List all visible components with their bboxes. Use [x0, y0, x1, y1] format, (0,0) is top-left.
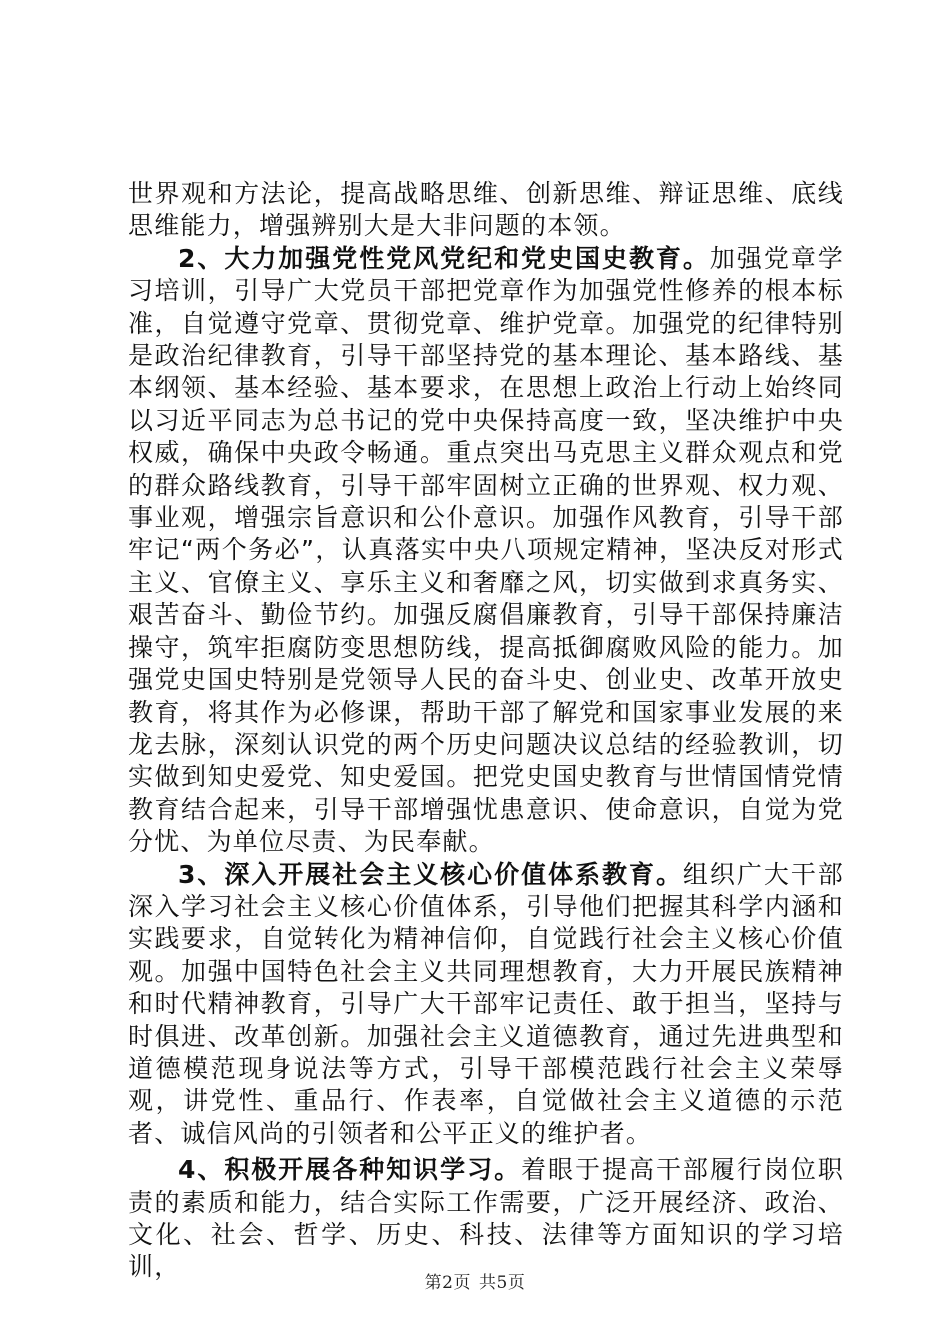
paragraph-3-heading: 3、深入开展社会主义核心价值体系教育。 — [178, 859, 683, 889]
paragraph-4 — [128, 1154, 844, 1284]
paragraph-1-body: 世界观和方法论，提高战略思维、创新思维、辩证思维、底线思维能力，增强辨别大是大非问题的本领。 — [128, 179, 844, 241]
paragraph-1 — [128, 178, 844, 243]
paragraph-2-body: 加强党章学习培训，引导广大党员干部把党章作为加强党性修养的根本标准，自觉遵守党章、贯彻党章、维护党章。加强党的纪律特别是政治纪律教育，引导干部坚持党的基本理论、基本路线、基本纲领、基本经验、基本要求，在思想上政治上行动上始终同以习近平同志为总书记的党中央保持高度一致，坚决维护中央权威，确保中央政令畅通。重点突出马克思主义群众观点和党的群众路线教育，引导干部牢固树立正确的世界观、权力观、事业观，增强宗旨意识和公仆意识。加强作风教育，引导干部牢记“两个务必”，认真落实中央八项规定精神，坚决反对形式主义、官僚主义、享乐主义和奢靡之风，切实做到求真务实、艰苦奋斗、勤俭节约。加强反腐倡廉教育，引导干部保持廉洁操守，筑牢拒腐防变思想防线，提高抵御腐败风险的能力。加强党史国史特别是党领导人民的奋斗史、创业史、改革开放史教育，将其作为必修课，帮助干部了解党和国家事业发展的来龙去脉，深刻认识党的两个历史问题决议总结的经验教训，切实做到知史爱党、知史爱国。把党史国史教育与世情国情党情教育结合起来，引导干部增强忧患意识、使命意识，自觉为党分忧、为单位尽责、为民奉献。 — [128, 243, 844, 857]
page-footer — [0, 1268, 950, 1293]
paragraph-3 — [128, 859, 844, 1151]
paragraph-4-heading: 4、积极开展各种知识学习。 — [178, 1155, 522, 1185]
page-number: 第2页 — [424, 1273, 471, 1293]
paragraph-3-body: 组织广大干部深入学习社会主义核心价值体系，引导他们把握其科学内涵和实践要求，自觉转化为精神信仰，自觉践行社会主义核心价值观。加强中国特色社会主义共同理想教育，大力开展民族精神和时代精神教育，引导广大干部牢记责任、敢于担当，坚持与时俱进、改革创新。加强社会主义道德教育，通过先进典型和道德模范现身说法等方式，引导干部模范践行社会主义荣辱观，讲党性、重品行、作表率，自觉做社会主义道德的示范者、诚信风尚的引领者和公平正义的维护者。 — [128, 859, 844, 1148]
paragraph-2 — [128, 243, 844, 859]
page-total: 共5页 — [479, 1273, 526, 1293]
paragraph-4-body: 着眼于提高干部履行岗位职责的素质和能力，结合实际工作需要，广泛开展经济、政治、文化、社会、哲学、历史、科技、法律等方面知识的学习培训， — [128, 1155, 845, 1282]
paragraph-2-heading: 2、大力加强党性党风党纪和党史国史教育。 — [178, 243, 710, 273]
document-body — [128, 178, 844, 1284]
